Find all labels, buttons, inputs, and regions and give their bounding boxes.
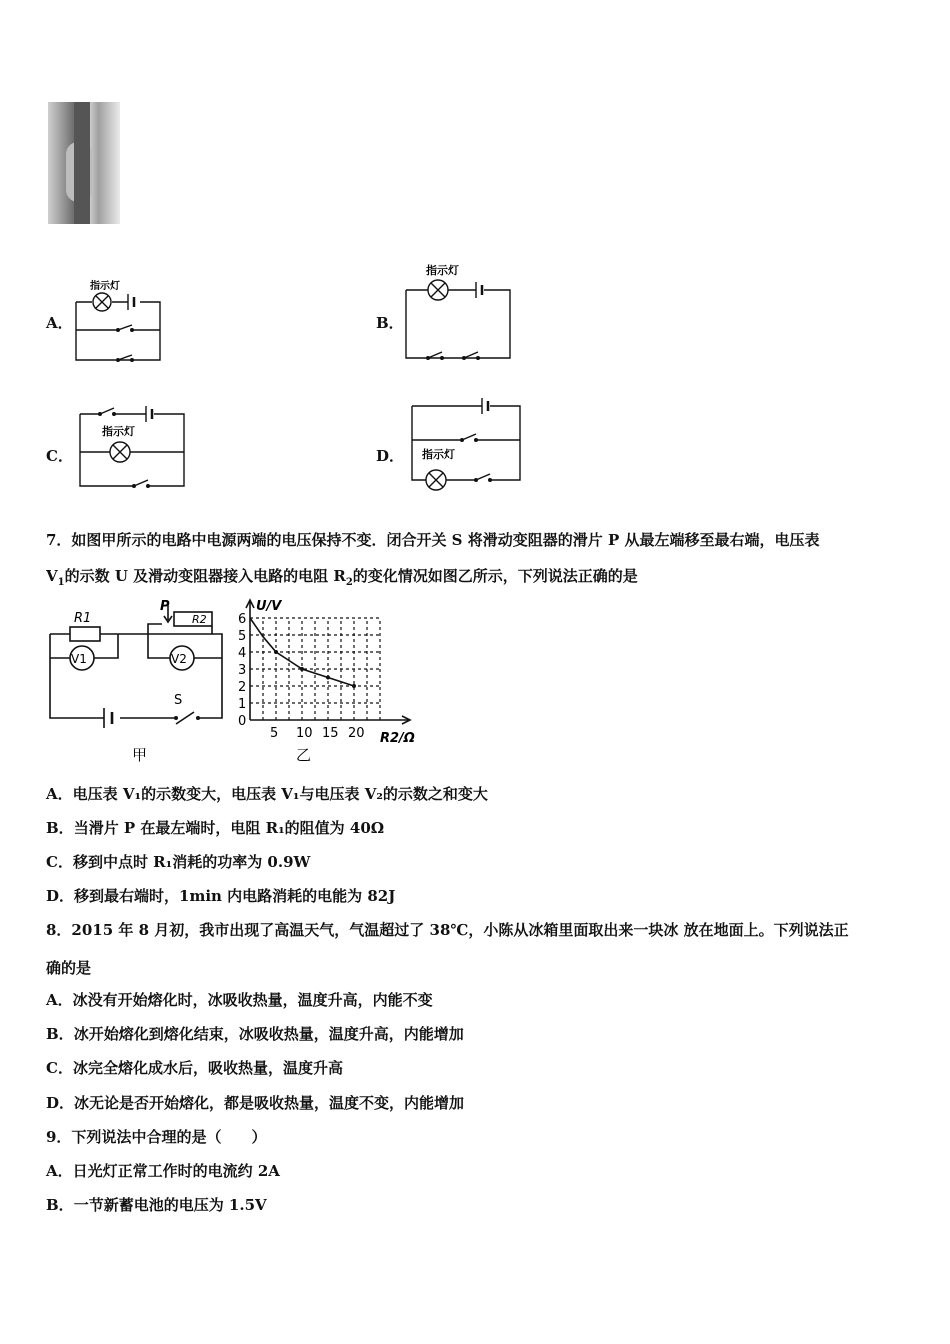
- chart-xlabel: R2/Ω: [380, 731, 415, 746]
- data-point: [352, 684, 356, 688]
- q6-option-c-key: C．: [46, 447, 73, 465]
- q8-stem-line2: 确的是: [46, 959, 92, 977]
- x-tick-label: 15: [322, 726, 339, 741]
- y-tick-label: 5: [238, 629, 247, 644]
- data-point: [300, 667, 304, 671]
- pole-shape: [74, 102, 90, 224]
- u-r2-chart: [232, 596, 428, 766]
- data-point: [274, 650, 278, 654]
- y-tick-label: 1: [238, 697, 247, 712]
- y-tick-label: 3: [238, 663, 247, 678]
- y-tick-label: 6: [238, 612, 247, 627]
- circuit-c-lamp-label: 指示灯: [102, 425, 135, 438]
- q8-option-b: B．冰开始熔化到熔化结束，冰吸收热量，温度升高，内能增加: [46, 1025, 464, 1043]
- q7-option-b: B．当滑片 P 在最左端时，电阻 R₁的阻值为 40Ω: [46, 819, 385, 837]
- x-tick-label: 5: [270, 726, 279, 741]
- circuit-b: [400, 262, 520, 362]
- x-tick-label: 20: [348, 726, 365, 741]
- q9-stem: 9．下列说法中合理的是（ ）: [46, 1128, 267, 1146]
- y-tick-label: 2: [238, 680, 247, 695]
- circuit-figure-jia: [44, 596, 240, 766]
- q9-option-a: A．日光灯正常工作时的电流约 2A: [46, 1162, 280, 1180]
- y-tick-label: 4: [238, 646, 247, 661]
- circuit-b-lamp-label: 指示灯: [426, 264, 459, 277]
- q7-stem-line1: 7．如图甲所示的电路中电源两端的电压保持不变．闭合开关 S 将滑动变阻器的滑片 P 从最左端移至最右端，电压表: [46, 531, 820, 549]
- q7-option-d: D．移到最右端时，1min 内电路消耗的电能为 82J: [46, 887, 396, 905]
- s-label: S: [174, 693, 183, 708]
- x-tick-label: 10: [296, 726, 313, 741]
- q8-option-a: A．冰没有开始熔化时，冰吸收热量，温度升高，内能不变: [46, 991, 433, 1009]
- r1-resistor: [70, 627, 100, 641]
- q8-option-c: C．冰完全熔化成水后，吸收热量，温度升高: [46, 1059, 343, 1077]
- y-tick-label: 0: [238, 714, 247, 729]
- q8-stem-line1: 8．2015 年 8 月初，我市出现了高温天气，气温超过了 38℃，小陈从冰箱里面取出来一块冰 放在地面上。下列说法正: [46, 921, 849, 939]
- q7-option-a: A．电压表 V₁的示数变大，电压表 V₁与电压表 V₂的示数之和变大: [46, 785, 488, 803]
- figure-yi-caption: 乙: [296, 746, 312, 764]
- figure-jia-caption: 甲: [132, 746, 148, 764]
- circuit-d: [406, 396, 526, 492]
- v2-label: V2: [171, 652, 187, 666]
- r2-label: R2: [192, 613, 207, 626]
- circuit-c: [74, 400, 194, 492]
- p-label: P: [160, 599, 170, 614]
- hand-on-pole-photo: [48, 102, 120, 224]
- circuit-a-lamp-label: 指示灯: [90, 281, 120, 292]
- q8-option-d: D．冰无论是否开始熔化，都是吸收热量，温度不变，内能增加: [46, 1094, 465, 1112]
- q7-option-c: C．移到中点时 R₁消耗的功率为 0.9W: [46, 853, 311, 871]
- data-point: [326, 676, 330, 680]
- q7-stem-line2: $V_1$的示数 U 及滑动变阻器接入电路的电阻 $R_2$的变化情况如图乙所示，下列说法正确的是: [46, 567, 638, 588]
- v1-label: V1: [71, 652, 87, 666]
- q6-option-b-key: B．: [376, 314, 404, 332]
- circuit-d-lamp-label: 指示灯: [422, 448, 455, 461]
- q6-option-a-key: A．: [46, 314, 73, 332]
- r1-label: R1: [74, 611, 92, 626]
- chart-ylabel: U/V: [256, 599, 282, 614]
- q9-option-b: B．一节新蓄电池的电压为 1.5V: [46, 1196, 267, 1214]
- circuit-a: [70, 278, 170, 368]
- q6-option-d-key: D．: [376, 447, 405, 465]
